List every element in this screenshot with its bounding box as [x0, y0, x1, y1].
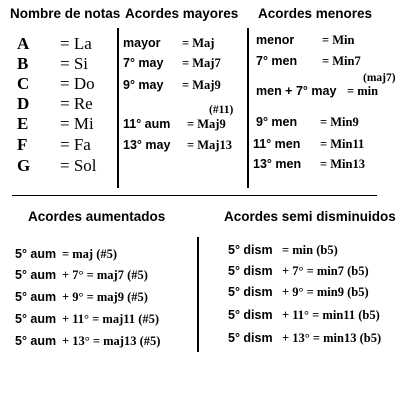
note-letter: G: [17, 156, 31, 175]
augmented-chords-header: Acordes aumentados: [28, 209, 166, 224]
major-chord-label: mayor: [123, 36, 161, 50]
note-name: = La: [60, 34, 92, 53]
minor-chord-label: 13° men: [253, 157, 302, 171]
major-chord-superscript: (#11): [209, 104, 234, 116]
minor-chord-label: menor: [256, 33, 295, 47]
note-letter: D: [17, 94, 30, 113]
half-diminished-chord-formula: + 11° = min11 (b5): [282, 308, 380, 322]
augmented-chord-label: 5° aum: [15, 268, 57, 282]
minor-chord-symbol: = Min13: [320, 157, 365, 171]
note-name: = Do: [60, 74, 95, 93]
note-name: = Fa: [60, 135, 91, 154]
divider-augmented-half-diminished: [197, 237, 199, 352]
note-letter: B: [17, 54, 29, 73]
major-chord-symbol: = Maj7: [182, 56, 221, 70]
minor-chord-label: men + 7° may: [256, 84, 337, 98]
major-chord-label: 7° may: [123, 56, 164, 70]
major-chord-symbol: = Maj9: [182, 78, 221, 92]
note-name: = Mi: [60, 114, 94, 133]
minor-chord-superscript: (maj7): [363, 72, 396, 84]
minor-chord-symbol: = Min: [322, 33, 355, 47]
augmented-chord-formula: + 11° = maj11 (#5): [62, 312, 160, 326]
major-chord-label: 13° may: [123, 138, 171, 152]
minor-chord-label: 7° men: [256, 54, 298, 68]
major-chord-symbol: = Maj9: [187, 117, 226, 131]
major-chord-symbol: = Maj: [182, 36, 215, 50]
augmented-chord-label: 5° aum: [15, 290, 57, 304]
augmented-chord-label: 5° aum: [15, 247, 57, 261]
half-diminished-chord-label: 5° dism: [228, 331, 273, 345]
augmented-chord-formula: + 7° = maj7 (#5): [62, 268, 148, 282]
divider-major-minor: [247, 28, 249, 188]
half-diminished-chords-header: Acordes semi disminuidos: [224, 209, 396, 224]
augmented-chord-formula: + 13° = maj13 (#5): [62, 334, 161, 348]
augmented-chord-label: 5° aum: [15, 334, 57, 348]
half-diminished-chord-label: 5° dism: [228, 285, 273, 299]
note-letter: F: [17, 135, 28, 154]
note-name: = Sol: [60, 156, 97, 175]
half-diminished-chord-formula: + 9° = min9 (b5): [282, 285, 369, 299]
major-chords-header: Acordes mayores: [125, 6, 239, 21]
minor-chord-symbol: = min: [347, 84, 379, 98]
note-name: = Re: [60, 94, 93, 113]
major-chord-label: 9° may: [123, 78, 164, 92]
half-diminished-chord-label: 5° dism: [228, 264, 273, 278]
note-letter: A: [17, 34, 30, 53]
half-diminished-chord-formula: + 7° = min7 (b5): [282, 264, 369, 278]
minor-chord-symbol: = Min9: [320, 115, 359, 129]
augmented-chord-label: 5° aum: [15, 312, 57, 326]
half-diminished-chord-formula: = min (b5): [282, 243, 338, 257]
note-letter: E: [17, 114, 29, 133]
half-diminished-chord-label: 5° dism: [228, 243, 273, 257]
major-chord-label: 11° aum: [123, 117, 171, 131]
augmented-chord-formula: = maj (#5): [62, 247, 118, 261]
minor-chord-symbol: = Min7: [322, 54, 361, 68]
minor-chord-symbol: = Min11: [320, 137, 365, 151]
augmented-chord-formula: + 9° = maj9 (#5): [62, 290, 148, 304]
half-diminished-chord-label: 5° dism: [228, 308, 273, 322]
minor-chord-label: 9° men: [256, 115, 298, 129]
note-name: = Si: [60, 54, 89, 73]
notes-header: Nombre de notas: [10, 6, 121, 21]
major-chord-symbol: = Maj13: [187, 138, 232, 152]
section-divider: [12, 195, 377, 196]
divider-notes-major: [117, 28, 119, 188]
minor-chords-header: Acordes menores: [258, 6, 373, 21]
note-letter: C: [17, 74, 30, 93]
half-diminished-chord-formula: + 13° = min13 (b5): [282, 331, 382, 345]
minor-chord-label: 11° men: [253, 137, 301, 151]
